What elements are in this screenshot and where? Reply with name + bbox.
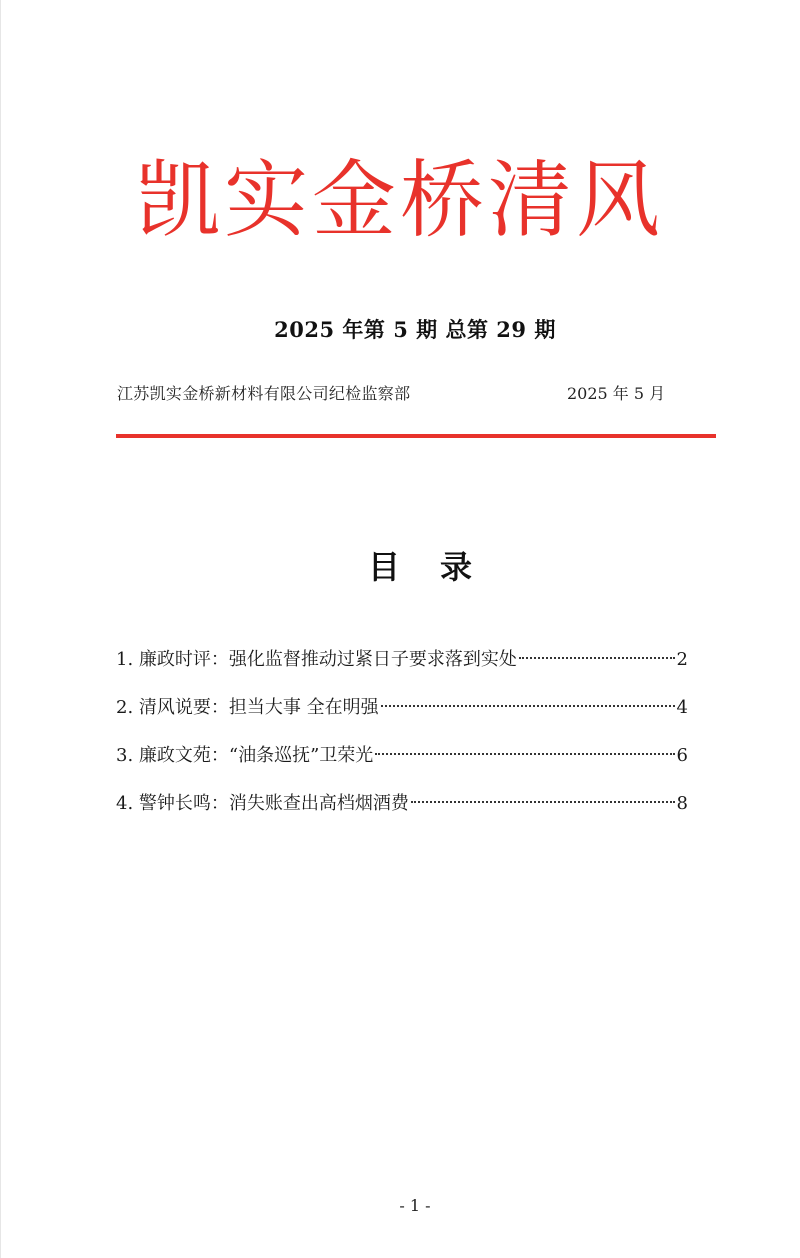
toc-entry-title: 2. 清风说要：担当大事 全在明强 <box>116 697 379 718</box>
toc-dot-leader <box>375 753 674 755</box>
toc-entry-title: 4. 警钟长鸣：消失账查出高档烟酒费 <box>116 793 409 814</box>
toc-entry-page: 8 <box>676 793 688 814</box>
toc-dot-leader <box>381 705 675 707</box>
toc-entry[interactable] <box>116 741 688 789</box>
issue-date: 2025 年 5 月 <box>567 384 666 403</box>
issue-number: 2025 年第 5 期 总第 29 期 <box>274 317 556 342</box>
toc-heading-char-1: 目 <box>367 548 400 586</box>
toc-heading <box>0 542 800 588</box>
header-divider <box>116 434 716 438</box>
toc-heading-char-2: 录 <box>440 548 473 586</box>
toc-entry[interactable] <box>116 693 688 741</box>
table-of-contents <box>116 645 688 837</box>
toc-entry-title: 1. 廉政时评：强化监督推动过紧日子要求落到实处 <box>116 649 517 670</box>
masthead-title: 凯实金桥清风 <box>135 151 664 249</box>
toc-entry-page: 6 <box>676 745 688 766</box>
toc-dot-leader <box>519 657 675 659</box>
toc-entry-page: 2 <box>676 649 688 670</box>
toc-entry[interactable] <box>116 645 688 693</box>
toc-entry-title: 3. 廉政文苑：“油条巡抚”卫荣光 <box>116 745 374 766</box>
toc-dot-leader <box>411 801 675 803</box>
toc-entry[interactable] <box>116 789 688 837</box>
page-number: - 1 - <box>399 1196 431 1215</box>
toc-entry-page: 4 <box>676 697 688 718</box>
issuing-organization: 江苏凯实金桥新材料有限公司纪检监察部 <box>117 384 411 403</box>
